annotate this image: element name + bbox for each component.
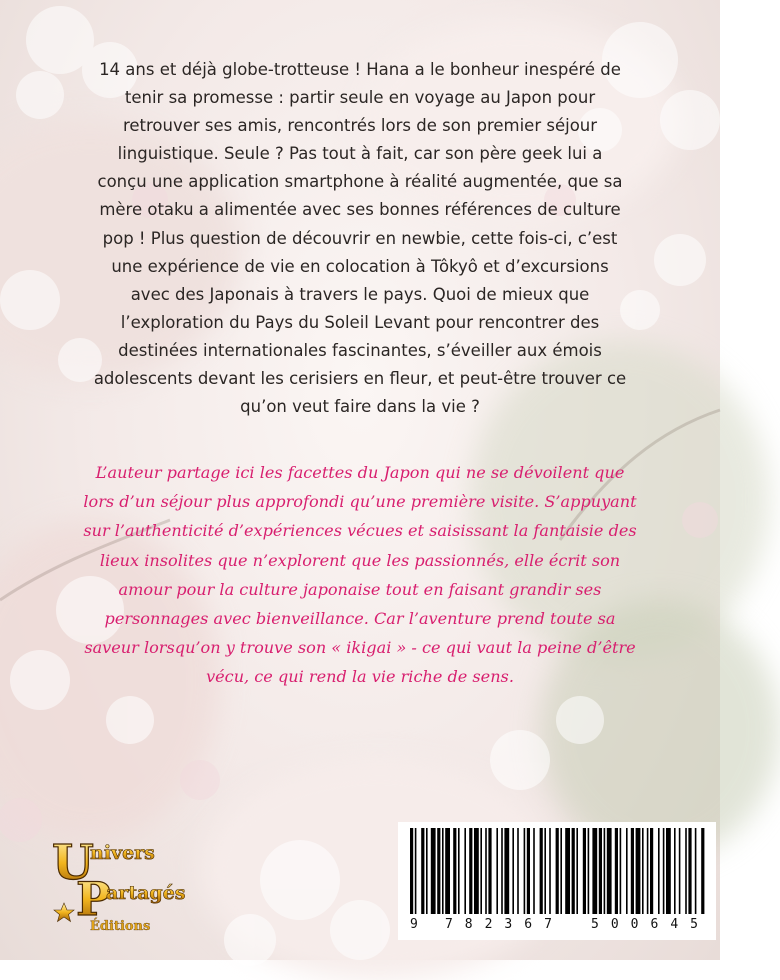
barcode-bar bbox=[437, 828, 440, 914]
logo-imprint: Éditions bbox=[90, 919, 151, 934]
barcode-bar bbox=[512, 828, 514, 914]
barcode-bar bbox=[576, 828, 578, 914]
barcode-bar bbox=[533, 828, 535, 914]
book-blurb bbox=[92, 56, 628, 421]
barcode-bar bbox=[588, 828, 590, 914]
barcode-bar bbox=[549, 828, 551, 914]
barcode-bar bbox=[442, 828, 444, 914]
barcode-bar bbox=[421, 828, 424, 914]
isbn-barcode bbox=[398, 822, 716, 940]
barcode-bar bbox=[642, 828, 644, 914]
barcode-bar bbox=[469, 828, 472, 914]
barcode-bar bbox=[631, 828, 634, 914]
logo-letter-u: U bbox=[52, 835, 94, 891]
barcode-bar bbox=[565, 828, 570, 914]
barcode-bar bbox=[685, 828, 687, 914]
barcode-bar bbox=[674, 828, 676, 914]
barcode-bar bbox=[426, 828, 428, 914]
barcode-bar bbox=[544, 828, 546, 914]
barcode-bar bbox=[572, 828, 575, 914]
barcode-bar bbox=[607, 828, 612, 914]
barcode-bar bbox=[701, 828, 704, 914]
barcode-bar bbox=[496, 828, 498, 914]
barcode-bar bbox=[410, 828, 413, 914]
barcode-bar bbox=[636, 828, 641, 914]
barcode-bar bbox=[415, 828, 417, 914]
barcode-bar bbox=[583, 828, 586, 914]
barcode-bar bbox=[527, 828, 530, 914]
barcode-bar bbox=[445, 828, 450, 914]
barcode-bar bbox=[464, 828, 466, 914]
barcode-bar bbox=[488, 828, 491, 914]
publisher-logo bbox=[50, 833, 186, 934]
logo-letter-p: P bbox=[76, 872, 111, 926]
barcode-bar bbox=[458, 828, 460, 914]
barcode-bar bbox=[592, 828, 597, 914]
barcode-bar bbox=[431, 828, 436, 914]
barcode-bar bbox=[650, 828, 653, 914]
barcode-bar bbox=[540, 828, 543, 914]
barcode-bar bbox=[688, 828, 691, 914]
author-note-text: L’auteur partage ici les facettes du Japon qui ne se dévoilent que lors d’un séjour plus approfondi qu’une première visite. S’appuyant sur l’authenticité d’expériences vécues et saisissant la fantaisie des lieux insolites que n’explorent que les passionnés, elle écrit son amour pour la culture japonaise tout en faisant grandir ses personnages avec bienveillance. Car l’aventure prend toute sa saveur lorsqu’on y trouve son « ikigai » - ce qui vaut la peine d’être vécu, ce qui rend la vie riche de sens. bbox=[83, 463, 637, 687]
barcode-bar bbox=[474, 828, 479, 914]
blurb-text: 14 ans et déjà globe-trotteuse ! Hana a le bonheur inespéré de tenir sa promesse : partir seule en voyage au Japon pour retrouver ses amis, rencontrés lors de son premier séjour linguistique. Seule ? Pas tout à fait, car son père geek lui a conçu une application smartphone à réalité augmentée, que sa mère otaku a alimentée avec ses bonnes références de culture pop ! Plus question de découvrir en newbie, cette fois-ci, c’est une expérience de vie en colocation à Tôkyô et d’excursions avec des Japonais à travers le pays. Quoi de mieux que l’exploration du Pays du Soleil Levant pour rencontrer des destinées internationales fascinantes, s’éveiller aux émois adolescents devant les cerisiers en fleur, et peut-être trouver ce qu’on veut faire dans la vie ? bbox=[93, 60, 627, 417]
barcode-bar bbox=[599, 828, 602, 914]
barcode-bar bbox=[620, 828, 622, 914]
barcode-bar bbox=[485, 828, 487, 914]
barcode-digit-first: 9 bbox=[410, 917, 418, 932]
barcode-bar bbox=[666, 828, 671, 914]
barcode-digits bbox=[410, 917, 710, 932]
barcode-bar bbox=[695, 828, 697, 914]
barcode-bar bbox=[647, 828, 649, 914]
barcode-bar bbox=[663, 828, 665, 914]
barcode-bar bbox=[560, 828, 562, 914]
barcode-bar bbox=[604, 828, 606, 914]
barcode-bar bbox=[504, 828, 509, 914]
barcode-bar bbox=[679, 828, 681, 914]
logo-word-univers: nivers bbox=[90, 842, 155, 864]
barcode-digits-left: 782367 bbox=[444, 917, 564, 932]
barcode-bar bbox=[501, 828, 503, 914]
author-note bbox=[82, 458, 638, 692]
barcode-bar bbox=[615, 828, 618, 914]
barcode-bar bbox=[658, 828, 660, 914]
barcode-bars bbox=[406, 828, 708, 918]
logo-word-partages: artagés bbox=[106, 882, 186, 904]
star-icon bbox=[54, 903, 74, 922]
barcode-bar bbox=[480, 828, 482, 914]
barcode-bar bbox=[453, 828, 456, 914]
barcode-bar bbox=[517, 828, 519, 914]
barcode-bar bbox=[556, 828, 559, 914]
barcode-bar bbox=[626, 828, 628, 914]
barcode-digits-right: 500645 bbox=[591, 917, 710, 932]
barcode-bar bbox=[524, 828, 526, 914]
